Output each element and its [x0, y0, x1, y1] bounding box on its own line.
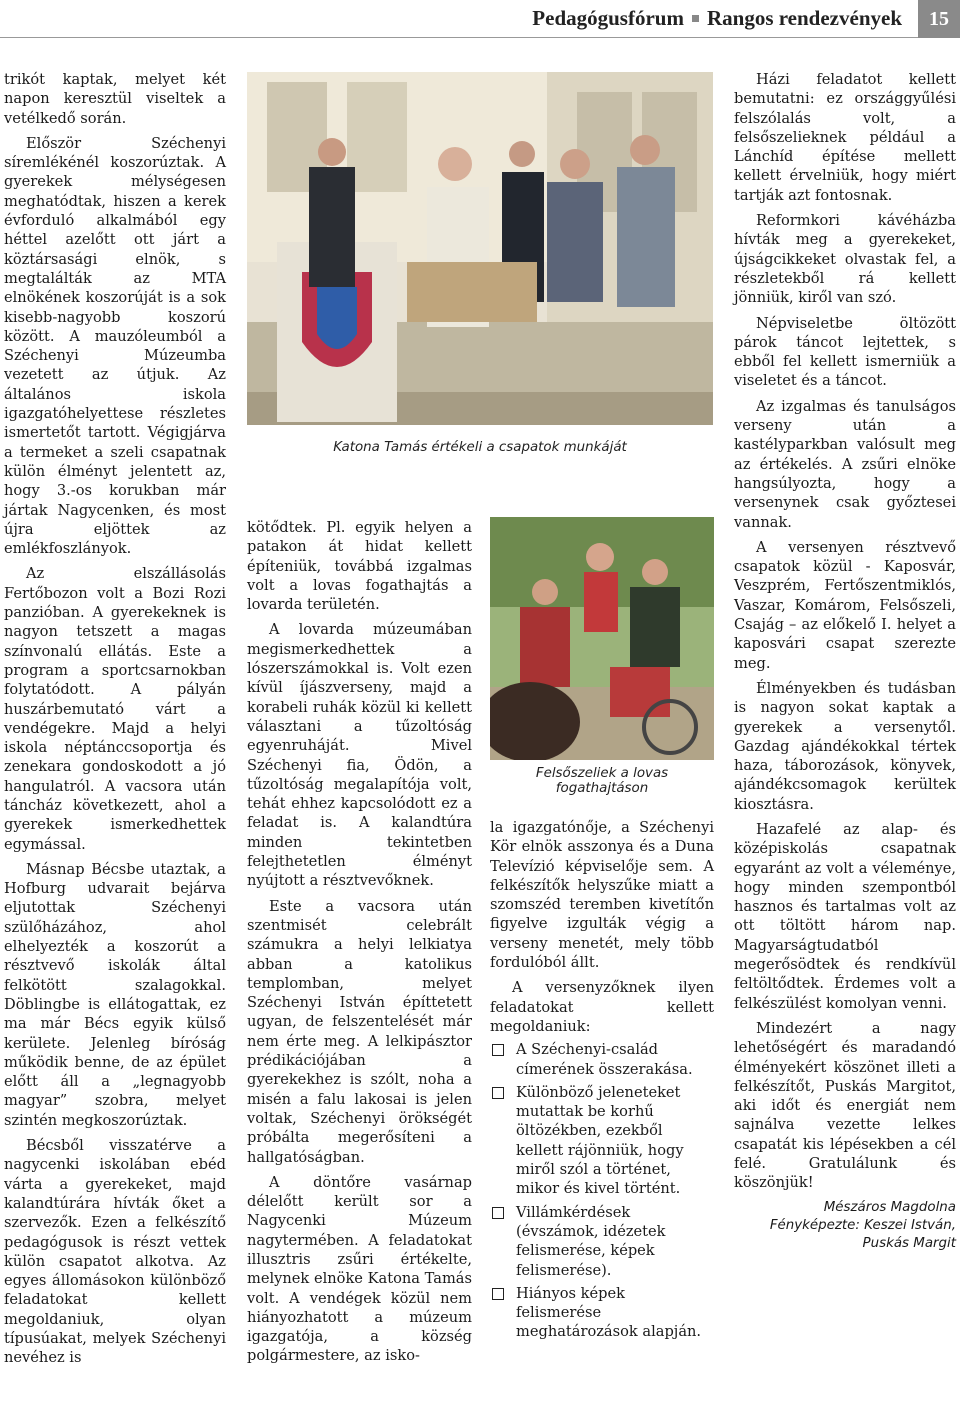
list-item-text: Villámkérdések (évszámok, idézetek felismerése, képek felismerése). — [516, 1203, 666, 1279]
header-rule — [0, 37, 920, 38]
paragraph: trikót kaptak, melyet két napon keresztül viseltek a vetélkedő során. — [4, 71, 226, 127]
page-header — [0, 0, 960, 40]
paragraph: Másnap Bécsbe utaztak, a Hofburg udvarait bejárva eljutottak Széchenyi szülőházához, ahol elhelyezték a koszorút a résztvevő iskolák által felkötött szalagokkal. Döblingbe is ellátogattak, ez ma már Bécs egyik külső kerülete. Jelenleg bíróság működik benne, de az épület előtt áll a „legnagyobb magyar” szobra, melyet szintén megkoszorúztak. — [4, 860, 226, 1129]
column-2 — [247, 518, 472, 1366]
column-2b — [490, 818, 714, 1346]
task-list — [490, 1040, 714, 1341]
subsection-title: Rangos rendezvények — [706, 6, 902, 30]
separator-square-icon — [692, 15, 699, 22]
paragraph: Este a vacsora után szentmisét celebrált számukra a helyi lelkiatya abban a katolikus templomban, melyet Széchenyi István építtetett ugyan, de felszentelését már nem érte meg. A lelkipásztor prédikációjában a gyerekekhez is szólt, noha a misén a falu lakosai is jelen voltak, Széchenyi örökségét próbálta megerősíteni a hallgatóságban. — [247, 897, 472, 1166]
paragraph: A lovarda múzeumában megismerkedhettek a lószerszámokkal is. Volt ezen kívül íjászverseny, majd a korabeli ruhák közül ki kellett választani a tűzoltóság egyenruháját. Mivel Széchenyi fia, Ödön, a tűzoltóság megalapítója volt, tehát ehhez kapcsolódott ez a feladat is. A kalandtúra minden tekintetben felejthetetlen élményt nyújtott a résztvevőknek. — [247, 621, 472, 890]
list-item-text: Hiányos képek felismerése meghatározások alapján. — [516, 1284, 702, 1341]
paragraph: la igazgatónője, a Széchenyi Kör elnök asszonya és a Duna Televízió képviselője sem. A felkészítők helyszűke miatt a szomszéd teremben kivetítőn figyelve izgulták végig a verseny menetét, mely több fordulóból állt. — [490, 819, 714, 972]
column-1 — [4, 70, 226, 1368]
list-item — [490, 1040, 714, 1079]
author-name: Mészáros Magdolna — [823, 1199, 956, 1215]
paragraph: Bécsből visszatérve a nagycenki iskolában ebéd várta a gyerekeket, majd kalandtúrára hívták őket a szervezők. Ezen a felkészítő pedagógusok is részt vettek külön csapatot alkotva. Az egyes állomásokon különböző feladatokat kellett megoldaniuk, olyan típusúakat, melyek Széchenyi nevéhez is — [4, 1137, 226, 1367]
paragraph: Először Széchenyi síremlékénél koszorúztak. A gyerekek mélységesen meghatódtak, hiszen a kerek évforduló alkalmából egy héttel azelőtt ott járt a köztársasági elnök, s megtalálták az MTA elnökének koszorúját is a sok kisebb-nagyobb koszorú között. A mauzóleumból a Széchenyi Múzeumba vezetett az útjuk. Az általános iskola igazgatóhelyettese részletes ismertetőt tartott. Végigjárva a termeket a szeli csapatnak külön élményt jelentett az, hogy 3.-os korukban már jártak Nagycenken, és most újra eljöttek az emlékfoszlányok. — [4, 134, 226, 558]
paragraph: A versenyen résztvevő csapatok közül - Kaposvár, Veszprém, Fertőszentmiklós, Vaszar, Komárom, Felsőszeli, Csajág – az előkelő I. helyet a kaposvári csapat szerezte meg. — [734, 538, 956, 672]
ceremony-photo-image — [247, 72, 713, 425]
paragraph: Házi feladatot kellett bemutatni: ez országgyűlési felszólalás volt, a felsőszelieknek például a Lánchíd építése mellett kellett érvelniük, hogy miért tartják azt fontosnak. — [734, 71, 956, 204]
column-3 — [734, 70, 956, 1253]
paragraph: Az elszállásolás Fertőbozon volt a Bozi Rozi panzióban. A gyerekeknek is nagyon tetszett a magas színvonalú ellátás. Este a program a sportcsarnokban folytatódott. A pályán huszárbemutató várt a vendégekre. Majd a helyi iskola néptánccsoportja és zenekara gondoskodott a jó hangulatról. A vacsora után táncház következett, ahol a gyerekek ismerkedhettek egymással. — [4, 565, 226, 853]
photo-credit: Fényképezte: Keszei István, — [769, 1217, 956, 1233]
carriage-photo-image — [490, 517, 714, 760]
checkbox-square-icon — [492, 1207, 504, 1219]
photo-caption: Katona Tamás értékeli a csapatok munkáját — [333, 440, 627, 455]
list-item — [490, 1284, 714, 1342]
running-head — [532, 6, 902, 31]
checkbox-square-icon — [492, 1044, 504, 1056]
paragraph: A döntőre vasárnap délelőtt került sor a Nagycenki Múzeum nagytermében. A feladatokat illusztris zsűri értékelte, melynek elnöke Katona Tamás volt. A vendégek közül nem hiányozhatott a múzeum igazgatója, a község polgármestere, az isko- — [247, 1173, 472, 1365]
paragraph: Népviseletbe öltözött párok táncot lejtettek, s ebből fel kellett ismerniük a viseletet és a táncot. — [734, 314, 956, 390]
checkbox-square-icon — [492, 1087, 504, 1099]
paragraph: Mindezért a nagy lehetőségért és maradandó élményekért köszönet illeti a felkészítőt, Puskás Margitot, aki időt és energiát nem sajnálva vezette lelkes csapatát kis lépésekben a cél felé. Gratulálunk és köszönjük! — [734, 1019, 956, 1192]
checkbox-square-icon — [492, 1288, 504, 1300]
ceremony-photo — [247, 72, 713, 425]
paragraph: kötődtek. Pl. egyik helyen a patakon át hidat kellett építeniük, továbbá izgalmas volt a lovas fogathajtás a lovarda területén. — [247, 519, 472, 614]
list-item-text: Különböző jeleneteket mutattak be korhű öltözékben, ezekből kellett rájönniük, hogy miről szól a történet, mikor és kivel történt. — [516, 1083, 684, 1198]
photo-caption: Felsőszeliek a lovas fogathajtáson — [535, 766, 669, 796]
carriage-photo — [490, 517, 714, 760]
paragraph: A versenyzőknek ilyen feladatokat kellett megoldaniuk: — [490, 979, 714, 1035]
signature-block — [734, 1199, 956, 1253]
list-item-text: A Széchenyi-család címerének összerakása. — [516, 1041, 693, 1078]
paragraph: Hazafelé az alap- és középiskolás csapatnak egyaránt az volt a véleménye, hogy minden szempontból hasznos és tartalmas volt az ott töltött három nap. Magyarságtudatból megerősödtek és rendkívül feltöltődtek. Érdemes volt a felkészülést komolyan venni. — [734, 820, 956, 1012]
paragraph: Élményekben és tudásban is nagyon sokat kaptak a gyerekek a versenytől. Gazdag ajándékokkal tértek haza, táborozások, könyvek, ajándékcsomagok kerültek kiosztásra. — [734, 679, 956, 813]
paragraph: Reformkori kávéházba hívták meg a gyerekeket, újságcikkeket olvastak fel, a részletekből rá kellett jönniük, kiről van szó. — [734, 212, 956, 307]
photo-credit: Puskás Margit — [862, 1235, 956, 1251]
page-number: 15 — [918, 0, 960, 38]
list-item — [490, 1203, 714, 1280]
section-title: Pedagógusfórum — [532, 6, 684, 30]
paragraph: Az izgalmas és tanulságos verseny után a kastélyparkban valósult meg az értékelés. A zsűri elnöke hangsúlyozta, hogy a versenynek csak győztesei vannak. — [734, 397, 956, 531]
list-item — [490, 1083, 714, 1199]
